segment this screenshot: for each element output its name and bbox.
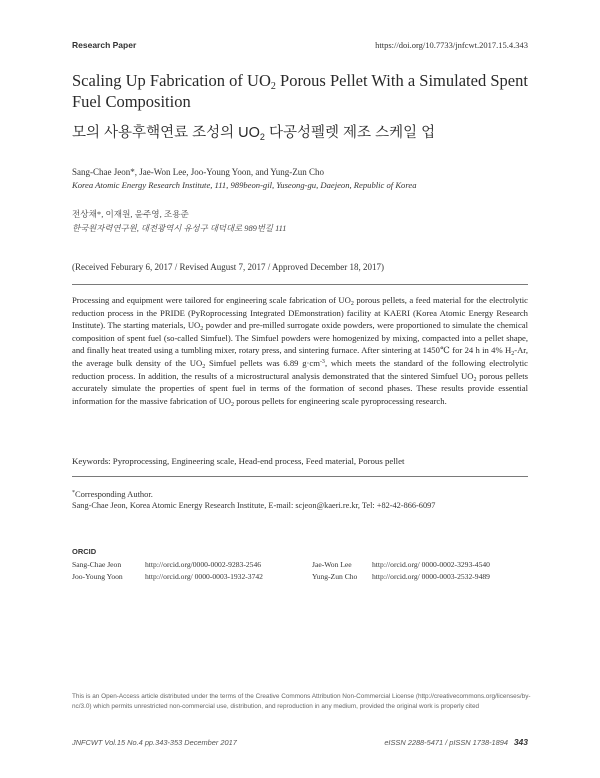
authors-english: Sang-Chae Jeon*, Jae-Won Lee, Joo-Young Yoon, and Yung-Zun Cho (72, 167, 325, 177)
abstract-sub: 2 (200, 326, 204, 333)
orcid-heading: ORCID (72, 547, 97, 556)
abstract-top-rule (72, 284, 528, 285)
abstract-text: , which meets the standard of the following electrolytic reduction process. In addition, the results of a microstructural analysis demonstrated that the sintered Simfuel UO (72, 357, 528, 381)
abstract-text: porous pellets accurately simulate the properties of spent fuel in terms of the formation of second phases. These results provide essential information for the massive fabrication of UO (72, 370, 528, 406)
abstract (72, 294, 528, 407)
page-number: 343 (513, 737, 528, 747)
orcid-name: Joo-Young Yoon (72, 572, 123, 581)
abstract-sub: 2 (350, 301, 354, 307)
affiliation-korean: 한국원자력연구원, 대전광역시 유성구 대덕대로 989번길 111 (72, 224, 287, 233)
abstract-bottom-rule (72, 476, 528, 477)
abstract-sup: -3 (319, 358, 325, 365)
license-notice: This is an Open-Access article distributed under the terms of the Creative Commons Attribution Non-Commercial License (http://creativecommons.org/licenses/by-nc/3.0) which permits unrestricted non-commercial use, distribution, and reproduction in any medium, provided the original work is properly cited (72, 693, 531, 710)
orcid-name: Yung-Zun Cho (312, 572, 358, 581)
abstract-text: Processing and equipment were tailored for engineering scale fabrication of UO (72, 295, 351, 305)
title-en-part2: Porous Pellet With a Simulated Spent Fuel Composition (72, 71, 528, 111)
corresponding-mark: * (72, 490, 75, 496)
title-english (72, 70, 542, 112)
abstract-sub: 2 (202, 363, 206, 370)
abstract-text: porous pellets for engineering scale pyroprocessing research. (234, 395, 447, 406)
title-ko-sub: 2 (259, 132, 265, 142)
affiliation-english: Korea Atomic Energy Research Institute, 111, 989beon-gil, Yuseong-gu, Daejeon, Republic of Korea (72, 180, 417, 190)
received-dates: (Received Feburary 6, 2017 / Revised August 7, 2017 / Approved December 18, 2017) (72, 262, 384, 272)
abstract-sub: 2 (473, 376, 477, 383)
journal-citation: JNFCWT Vol.15 No.4 pp.343-353 December 2017 (72, 738, 237, 747)
orcid-link[interactable]: http://orcid.org/0000-0002-9283-2546 (145, 560, 262, 569)
abstract-text: porous pellets, a feed material for the electrolytic reduction process in the PRIDE (PyRoprocessing Integrated DEmonstration) facility at KAERI (Korea Atomic Energy Research Institute). The starting materials, UO (72, 295, 528, 331)
title-en-part1: Scaling Up Fabrication of UO (72, 71, 271, 90)
orcid-name: Jae-Won Lee (312, 560, 352, 569)
corresponding-author-label (72, 489, 153, 499)
abstract-text: Simfuel pellets was 6.89 g·cm (205, 357, 320, 368)
corresponding-author-details: Sang-Chae Jeon, Korea Atomic Energy Research Institute, E-mail: scjeon@kaeri.re.kr, Tel: +82-42-866-6097 (72, 501, 436, 510)
issn: eISSN 2288-5471 / pISSN 1738-1894 (384, 738, 508, 747)
abstract-sub: 2 (511, 351, 515, 358)
abstract-text: -Ar, the average bulk density of the UO (72, 345, 528, 368)
abstract-sub: 2 (231, 401, 235, 408)
keywords: Keywords: Pyroprocessing, Engineering scale, Head-end process, Feed material, Porous pellet (72, 456, 405, 466)
orcid-name: Sang-Chae Jeon (72, 560, 122, 569)
section-label: Research Paper (72, 40, 137, 50)
doi-link[interactable]: https://doi.org/10.7733/jnfcwt.2017.15.4.343 (375, 40, 528, 50)
title-ko-part1: 모의 사용후핵연료 조성의 UO (72, 125, 260, 141)
abstract-text: powder and pre-milled surrogate oxide powders, were proportioned to simulate the chemical composition of spent fuel (so-called Simfuel). The Simfuel powders were homogenized by mixing, compacted into a pellet shape, and finally heat treated using a tumbling mixer, rotary press, and sintering furnace. After sintering at 1450℃ for 24 h in 4% H (72, 320, 528, 356)
orcid-link[interactable]: http://orcid.org/ 0000-0003-2532-9489 (372, 572, 490, 581)
title-ko-part2: 다공성펠렛 제조 스케일 업 (264, 125, 436, 141)
orcid-link[interactable]: http://orcid.org/ 0000-0002-3293-4540 (372, 560, 490, 569)
orcid-link[interactable]: http://orcid.org/ 0000-0003-1932-3742 (145, 572, 263, 581)
corresponding-label-text: Corresponding Author. (75, 489, 153, 499)
title-en-sub: 2 (270, 81, 276, 92)
title-korean (72, 121, 435, 142)
authors-korean: 전상채*, 이재원, 윤주영, 조용준 (72, 209, 189, 219)
